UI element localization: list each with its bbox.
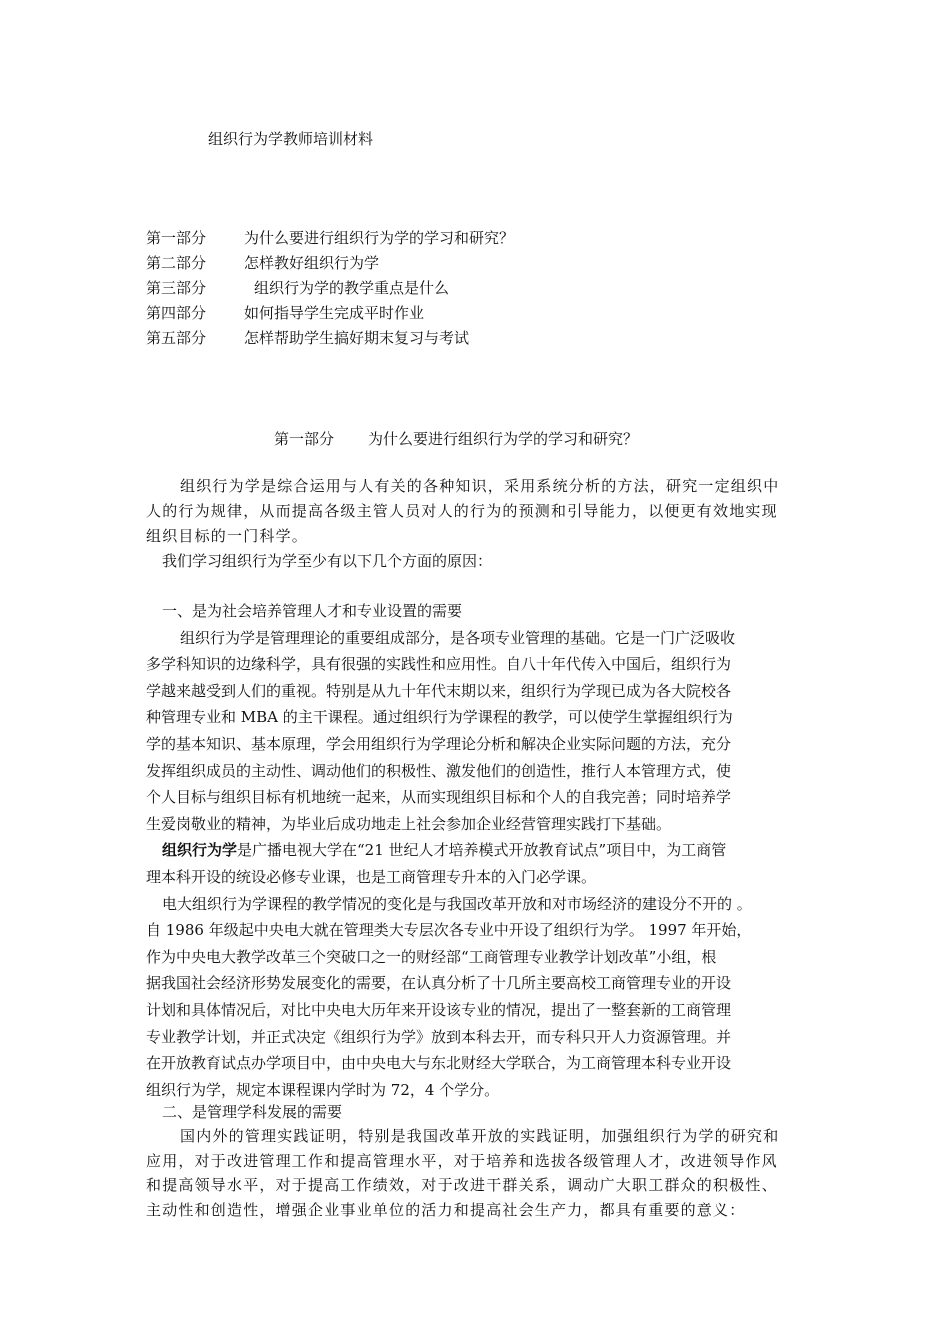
section-part-label: 第一部分 [274,430,335,448]
toc-item [146,253,514,278]
toc-item [146,278,514,303]
paragraph-line: 在开放教育试点办学项目中，由中央电大与东北财经大学联合，为工商管理本科专业开设 [146,1054,732,1073]
document-title: 组织行为学教师培训材料 [208,130,374,148]
paragraph-line: 学的基本知识、基本原理，学会用组织行为学理论分析和解决企业实际问题的方法，充分 [146,734,732,753]
toc-part-label: 第二部分 [146,254,207,272]
paragraph-line: 多学科知识的边缘科学，具有很强的实践性和应用性。自八十年代传入中国后，组织行为 [146,655,732,674]
reason-two-paragraph [146,1124,814,1222]
toc-item [146,303,514,328]
paragraph-line: 应用，对于改进管理工作和提高管理水平，对于培养和选拔各级管理人才，改进领导作风 [146,1151,778,1170]
paragraph-line [146,837,814,864]
paragraph-line: 自 1986 年级起中央电大就在管理类大专层次各专业中开设了组织行为学。 1997 年开始， [146,921,752,940]
paragraph-line: 组织目标的一门科学。 [146,527,309,545]
reason-one-section [146,598,814,1103]
paragraph-line: 种管理专业和 MBA 的主干课程。通过组织行为学课程的教学，可以使学生掌握组织行为 [146,708,733,727]
toc-part-label: 第五部分 [146,329,207,347]
toc-item-text: 怎样帮助学生搞好期末复习与考试 [244,329,470,347]
toc-part-label: 第三部分 [146,279,207,297]
toc-item-text: 怎样教好组织行为学 [244,254,380,272]
toc-item-text: 组织行为学的教学重点是什么 [254,279,450,297]
toc-item [146,328,514,353]
paragraph-line: 据我国社会经济形势发展变化的需要，在认真分析了十几所主要高校工商管理专业的开设 [146,974,732,993]
reasons-intro [146,549,814,574]
paragraph-line: 和提高领导水平，对于提高工作绩效，对于改进干群关系，调动广大职工群众的积极性、 [146,1176,778,1194]
toc-item-text: 如何指导学生完成平时作业 [244,304,425,322]
paragraph-line: 国内外的管理实践证明，特别是我国改革开放的实践证明，加强组织行为学的研究和 [180,1127,780,1145]
paragraph-line: 计划和具体情况后，对比中央电大历年来开设该专业的情况，提出了一整套新的工商管理 [146,1000,732,1019]
reason-one-heading: 一、是为社会培养管理人才和专业设置的需要 [162,602,463,620]
paragraph-line: 发挥组织成员的主动性、调动他们的积极性、激发他们的创造性，推行人本管理方式，使 [146,761,732,780]
paragraph-line: 理本科开设的统设必修专业课，也是工商管理专升本的入门必学课。 [146,867,597,886]
paragraph-line: 学越来越受到人们的重视。特别是从九十年代末期以来，组织行为学现已成为各大院校各 [146,681,732,700]
paragraph-line: 人的行为规律，从而提高各级主管人员对人的行为的预测和引导能力，以便更有效地实现 [146,502,778,520]
paragraph-line: 电大组织行为学课程的教学情况的变化是与我国改革开放和对市场经济的建设分不开的 。 [162,894,752,913]
paragraph-line: 主动性和创造性，增强企业事业单位的活力和提高社会生产力，都具有重要的意义： [146,1200,746,1219]
paragraph-line: 组织行为学是综合运用与人有关的各种知识，采用系统分析的方法，研究一定组织中 [180,477,780,495]
paragraph-line: 组织行为学是管理理论的重要组成部分，是各项专业管理的基础。它是一门广泛吸收 [180,628,736,647]
reason-two-section [146,1100,814,1125]
paragraph-line: 作为中央电大教学改革三个突破口之一的财经部“工商管理专业教学计划改革”小组，根 [146,947,717,966]
course-line-text: 是广播电视大学在“21 世纪人才培养模式开放教育试点”项目中，为工商管 [237,841,727,860]
toc-item [146,228,514,253]
table-of-contents [146,228,514,353]
paragraph-line: 生爱岗敬业的精神，为毕业后成功地走上社会参加企业经营管理实践打下基础。 [146,814,672,833]
reason-two-heading: 二、是管理学科发展的需要 [162,1103,343,1121]
toc-item-text: 为什么要进行组织行为学的学习和研究？ [244,229,515,247]
paragraph-line: 专业教学计划，并正式决定《组织行为学》放到本科去开，而专科只开人力资源管理。并 [146,1027,732,1046]
section-title: 为什么要进行组织行为学的学习和研究？ [368,430,639,448]
intro-paragraph [146,474,814,549]
course-name-bold: 组织行为学 [162,841,238,860]
section-heading [274,428,638,449]
paragraph-line: 我们学习组织行为学至少有以下几个方面的原因： [162,552,493,570]
paragraph-line: 个人目标与组织目标有机地统一起来，从而实现组织目标和个人的自我完善；同时培养学 [146,788,732,807]
toc-part-label: 第四部分 [146,304,207,322]
toc-part-label: 第一部分 [146,229,207,247]
paragraph-line: 组织行为学，规定本课程课内学时为 72，4 个学分。 [146,1080,500,1099]
